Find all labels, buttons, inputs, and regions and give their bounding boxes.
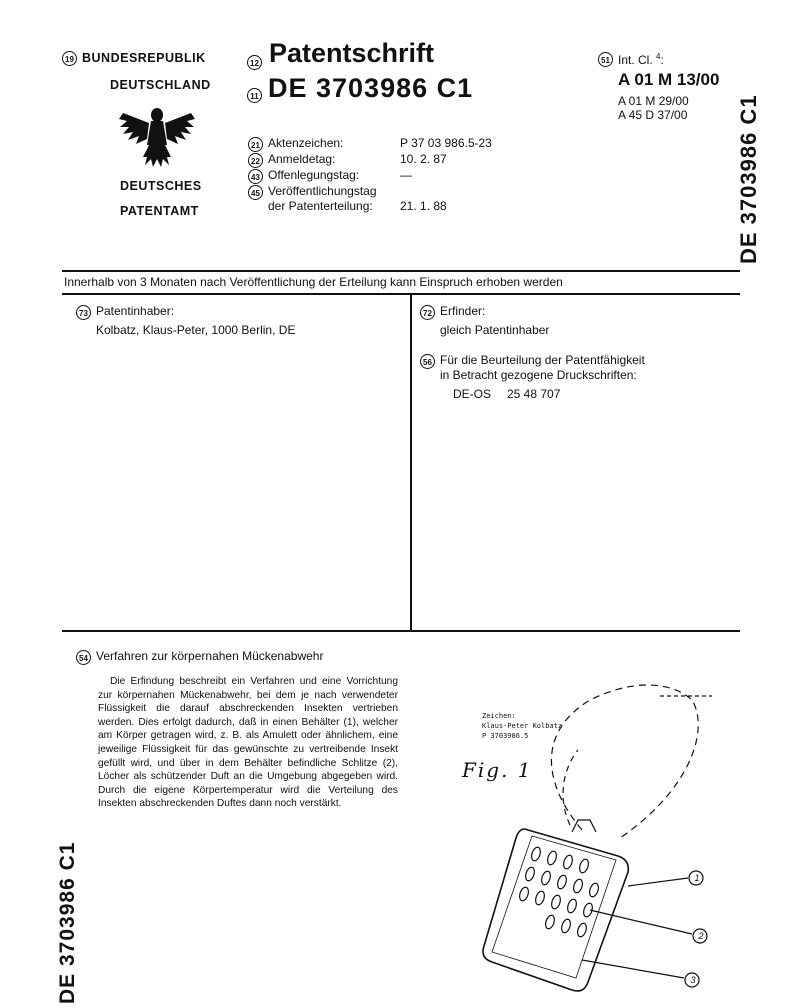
prior-art-doc-type: DE-OS xyxy=(453,387,492,401)
rule-top xyxy=(62,270,740,272)
code-21: 21 xyxy=(248,137,263,152)
biblio-label-43: Offenlegungstag: xyxy=(268,168,360,182)
biblio-label-45: Veröffentlichungstag xyxy=(268,184,377,198)
code-11: 11 xyxy=(247,88,262,103)
inventor-label: Erfinder: xyxy=(440,304,486,318)
doc-type: Patentschrift xyxy=(269,38,435,68)
ref-label-2: 2 xyxy=(698,931,704,941)
opposition-notice: Innerhalb von 3 Monaten nach Veröffentlichung der Erteilung kann Einspruch erhoben werden xyxy=(64,275,563,289)
office-line1: DEUTSCHES xyxy=(120,179,202,193)
ref-label-1: 1 xyxy=(694,873,700,883)
biblio-value-45: 21. 1. 88 xyxy=(400,199,447,213)
office-line2: PATENTAMT xyxy=(120,204,199,218)
prior-art-label: Für die Beurteilung der Patentfähigkeit xyxy=(440,353,645,367)
biblio-value-21: P 37 03 986.5-23 xyxy=(400,136,492,150)
abstract-text: Die Erfindung beschreibt ein Verfahren und eine Vorrichtung zur körpernahen Mückenabwehr, bei dem je nach verwendeter Flüssigkeit die darauf abschreckenden Insekten vertrieben werden. Dies erfolgt dadurch, daß in einen Behälter (1), welcher am Körper getragen wird, z. B. als Amulett oder ähnlichem, eine jeweilige Flüssigkeit für das gewünschte zu vertreibende Insekt gefüllt wird, und über in dem Behälter befindliche Schlitze (2), Löcher als schützender Duft an die Umgebung abgegeben wird. Durch die eigene Körpertemperatur wird die Verteilung des Insekten abschreckenden Duftes dann noch verstärkt. xyxy=(98,676,398,810)
biblio-value-43: — xyxy=(400,168,412,182)
doc-number: DE 3703986 C1 xyxy=(268,73,474,103)
code-22: 22 xyxy=(248,153,263,168)
biblio-value-22: 10. 2. 87 xyxy=(400,152,447,166)
code-43: 43 xyxy=(248,169,263,184)
inventor-value: gleich Patentinhaber xyxy=(440,323,550,337)
holder-label: Patentinhaber: xyxy=(96,304,175,318)
code-19: 19 xyxy=(62,51,77,66)
side-label-right: DE 3703986 C1 xyxy=(736,94,761,264)
ref-label-3: 3 xyxy=(690,975,696,985)
code-73: 73 xyxy=(76,305,91,320)
code-72: 72 xyxy=(420,305,435,320)
stamp-line1: Zeichen: xyxy=(482,712,516,720)
prior-art-doc-number: 25 48 707 xyxy=(507,387,561,401)
figure-label: Fig. 1 xyxy=(462,758,533,782)
column-divider xyxy=(410,293,412,630)
code-12: 12 xyxy=(247,55,262,70)
code-54: 54 xyxy=(76,650,91,665)
prior-art-label-line2: in Betracht gezogene Druckschriften: xyxy=(440,368,637,382)
int-cl-label: Int. Cl. $^4$: xyxy=(618,52,664,67)
patent-title: Verfahren zur körpernahen Mückenabwehr xyxy=(96,649,324,663)
country-line2: DEUTSCHLAND xyxy=(110,78,211,92)
code-56: 56 xyxy=(420,354,435,369)
int-cl-secondary-1: A 01 M 29/00 xyxy=(618,94,689,108)
rule-bottom xyxy=(62,630,740,632)
biblio-label-21: Aktenzeichen: xyxy=(268,136,344,150)
stamp-line2: Klaus-Peter Kolbatz xyxy=(482,722,563,730)
rule-notice xyxy=(62,293,740,295)
holder-value: Kolbatz, Klaus-Peter, 1000 Berlin, DE xyxy=(96,323,296,337)
biblio-label-22: Anmeldetag: xyxy=(268,152,336,166)
biblio-label-45-line2: der Patenterteilung: xyxy=(268,199,373,213)
abstract xyxy=(98,675,398,811)
side-label-left: DE 3703986 C1 xyxy=(56,841,79,1004)
country-line1: BUNDESREPUBLIK xyxy=(82,51,206,65)
amulet-drawing xyxy=(470,660,740,1000)
int-cl-secondary-2: A 45 D 37/00 xyxy=(618,108,688,122)
federal-eagle-icon xyxy=(117,105,197,169)
int-cl-main: A 01 M 13/00 xyxy=(618,70,720,89)
code-51: 51 xyxy=(598,52,613,67)
stamp-line3: P 3703986.5 xyxy=(482,732,529,740)
code-45: 45 xyxy=(248,185,263,200)
